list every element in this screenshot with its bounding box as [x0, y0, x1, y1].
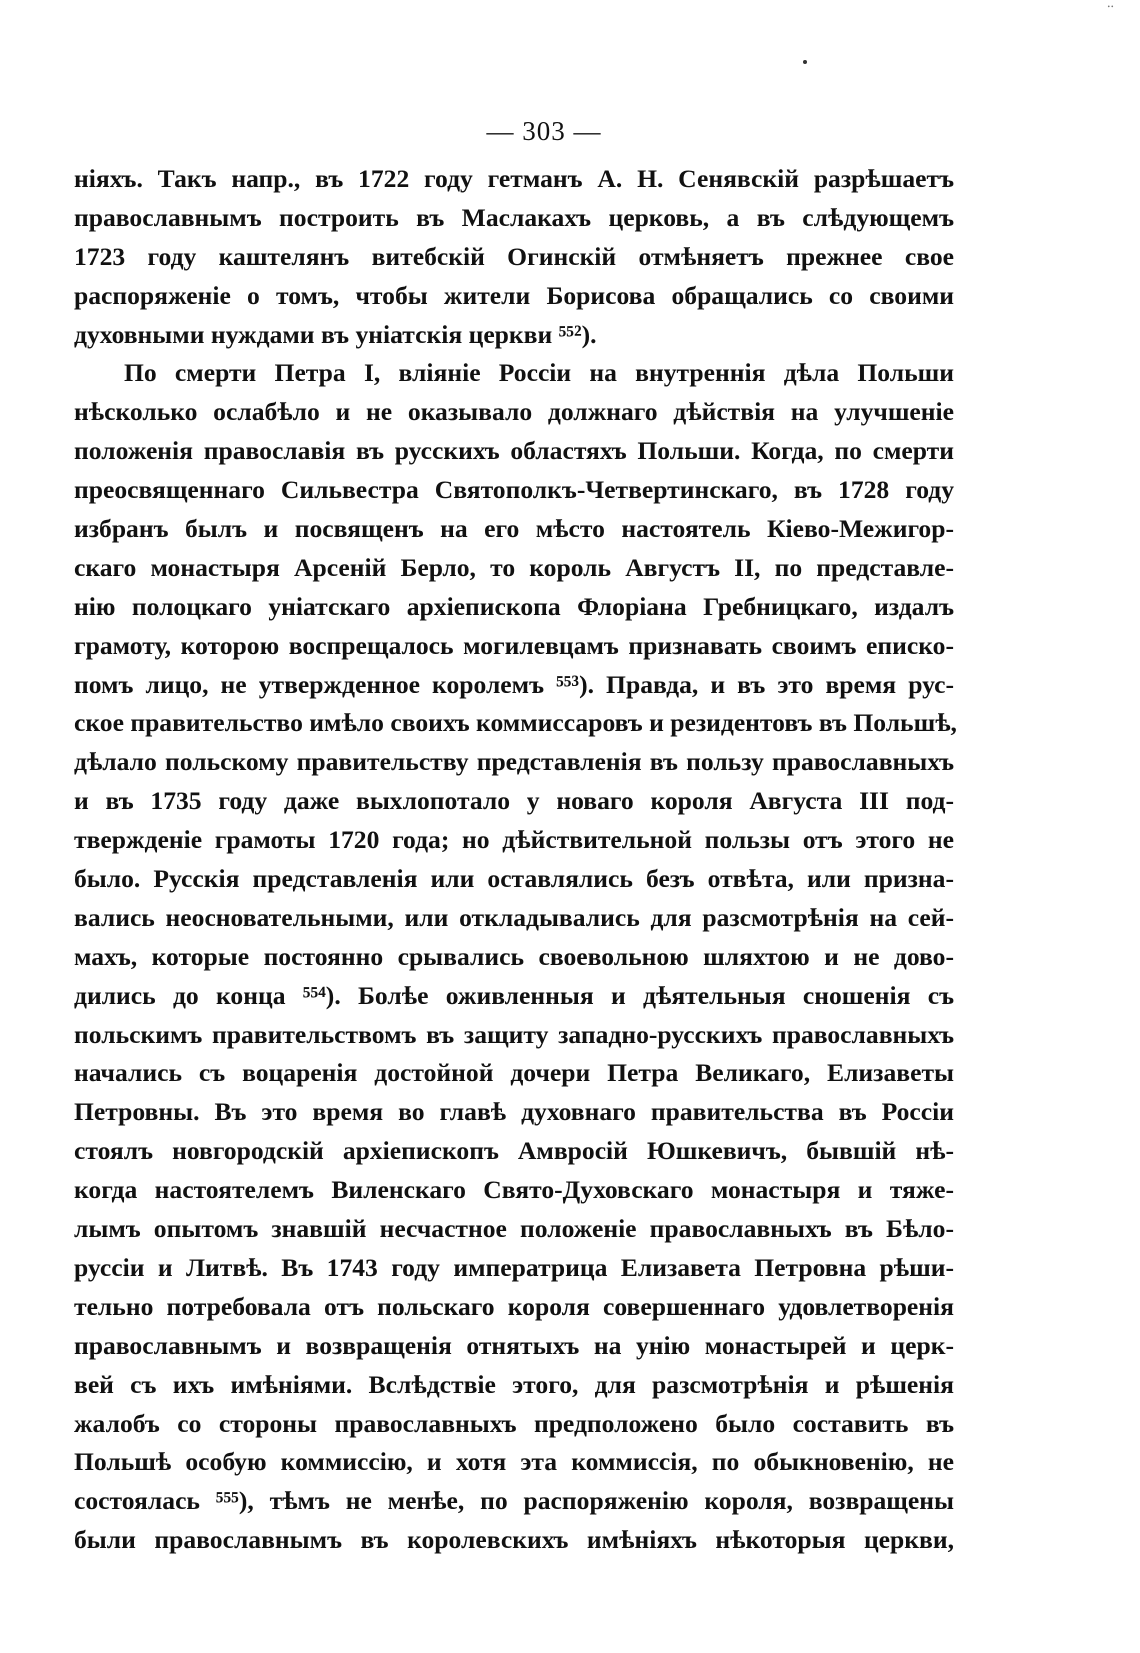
text-line: грамоту, которою воспрещалось могилевцамъ признавать своимъ еписко- — [74, 630, 954, 660]
text-line: махъ, которые постоянно срывались своевольною шляхтою и не дово- — [74, 941, 954, 971]
ink-speck — [803, 60, 807, 64]
page-number: — 303 — — [486, 116, 602, 146]
text-line: избранъ былъ и посвященъ на его мѣсто настоятель Кіево-Межигор- — [74, 514, 954, 544]
text-line: скаго монастыря Арсеній Берло, то король Августъ II, по представле- — [74, 552, 954, 582]
text-line: стоялъ новгородскій архіепископъ Амвросій Юшкевичъ, бывшій нѣ- — [74, 1136, 954, 1166]
text-line: Польшѣ особую коммиссію, и хотя эта коммиссія, по обыкновенію, не — [74, 1447, 954, 1477]
text-line: положенія православія въ русскихъ областяхъ Польши. Когда, по смерти — [74, 436, 954, 466]
text-line: распоряженіе о томъ, чтобы жители Борисова обращались со своими — [74, 280, 954, 310]
text-line: руссіи и Литвѣ. Въ 1743 году императрица Елизавета Петровна рѣши- — [74, 1252, 954, 1282]
text-line: помъ лицо, не утвержденное королемъ ⁵⁵³). Правда, и въ это время рус- — [74, 669, 954, 699]
text-line: православнымъ построить въ Маслакахъ церковь, а въ слѣдующемъ — [74, 202, 954, 232]
text-line: вались неосновательными, или откладывались для разсмотрѣнія на сей- — [74, 902, 954, 932]
text-line: лымъ опытомъ знавшій несчастное положеніе православныхъ въ Бѣло- — [74, 1214, 954, 1244]
text-line: были православнымъ въ королевскихъ имѣніяхъ нѣкоторыя церкви, — [74, 1525, 954, 1555]
scan-edge-mark: ∙∙ — [1107, 0, 1114, 15]
text-line: 1723 году каштелянъ витебскій Огинскій отмѣняетъ прежнее свое — [74, 241, 954, 271]
page-number-header — [0, 116, 1140, 147]
text-line: православнымъ и возвращенія отнятыхъ на унію монастырей и церк- — [74, 1330, 954, 1360]
text-line: Петровны. Въ это время во главѣ духовнаго правительства въ Россіи — [74, 1097, 954, 1127]
text-line: ское правительство имѣло своихъ коммиссаровъ и резидентовъ въ Польшѣ, — [74, 708, 957, 738]
text-line: вей съ ихъ имѣніями. Вслѣдствіе этого, для разсмотрѣнія и рѣшенія — [74, 1369, 954, 1399]
text-line: преосвященнаго Сильвестра Святополкъ-Четвертинскаго, въ 1728 году — [74, 475, 954, 505]
text-line: было. Русскія представленія или оставлялись безъ отвѣта, или призна- — [74, 864, 954, 894]
text-line: и въ 1735 году даже выхлопотало у новаго короля Августа III под- — [74, 786, 954, 816]
text-line: тельно потребовала отъ польскаго короля совершеннаго удовлетворенія — [74, 1291, 954, 1321]
paragraph-first-line: По смерти Петра I, вліяніе Россіи на внутреннія дѣла Польши — [124, 358, 954, 388]
text-line: нію полоцкаго уніатскаго архіепископа Флоріана Гребницкаго, издалъ — [74, 591, 954, 621]
text-line: дились до конца ⁵⁵⁴). Болѣе оживленныя и дѣятельныя сношенія съ — [74, 980, 954, 1010]
text-line: состоялась ⁵⁵⁵), тѣмъ не менѣе, по распоряженію короля, возвращены — [74, 1486, 954, 1516]
text-line: ніяхъ. Такъ напр., въ 1722 году гетманъ А. Н. Сенявскій разрѣшаетъ — [74, 164, 954, 193]
text-line: жалобъ со стороны православныхъ предположено было составить въ — [74, 1408, 954, 1438]
text-line: начались съ воцаренія достойной дочери Петра Великаго, Елизаветы — [74, 1058, 954, 1088]
text-line: твержденіе грамоты 1720 года; но дѣйствительной пользы отъ этого не — [74, 825, 954, 855]
text-line: польскимъ правительствомъ въ защиту западно-русскихъ православныхъ — [74, 1019, 954, 1049]
text-line: нѣсколько ослабѣло и не оказывало должнаго дѣйствія на улучшеніе — [74, 397, 954, 427]
text-line: когда настоятелемъ Виленскаго Свято-Духовскаго монастыря и тяже- — [74, 1175, 954, 1205]
body-text — [74, 160, 957, 1560]
text-line: дѣлало польскому правительству представленія въ пользу православныхъ — [74, 747, 954, 777]
text-line: духовными нуждами въ уніатскія церкви ⁵⁵²). — [74, 319, 597, 349]
